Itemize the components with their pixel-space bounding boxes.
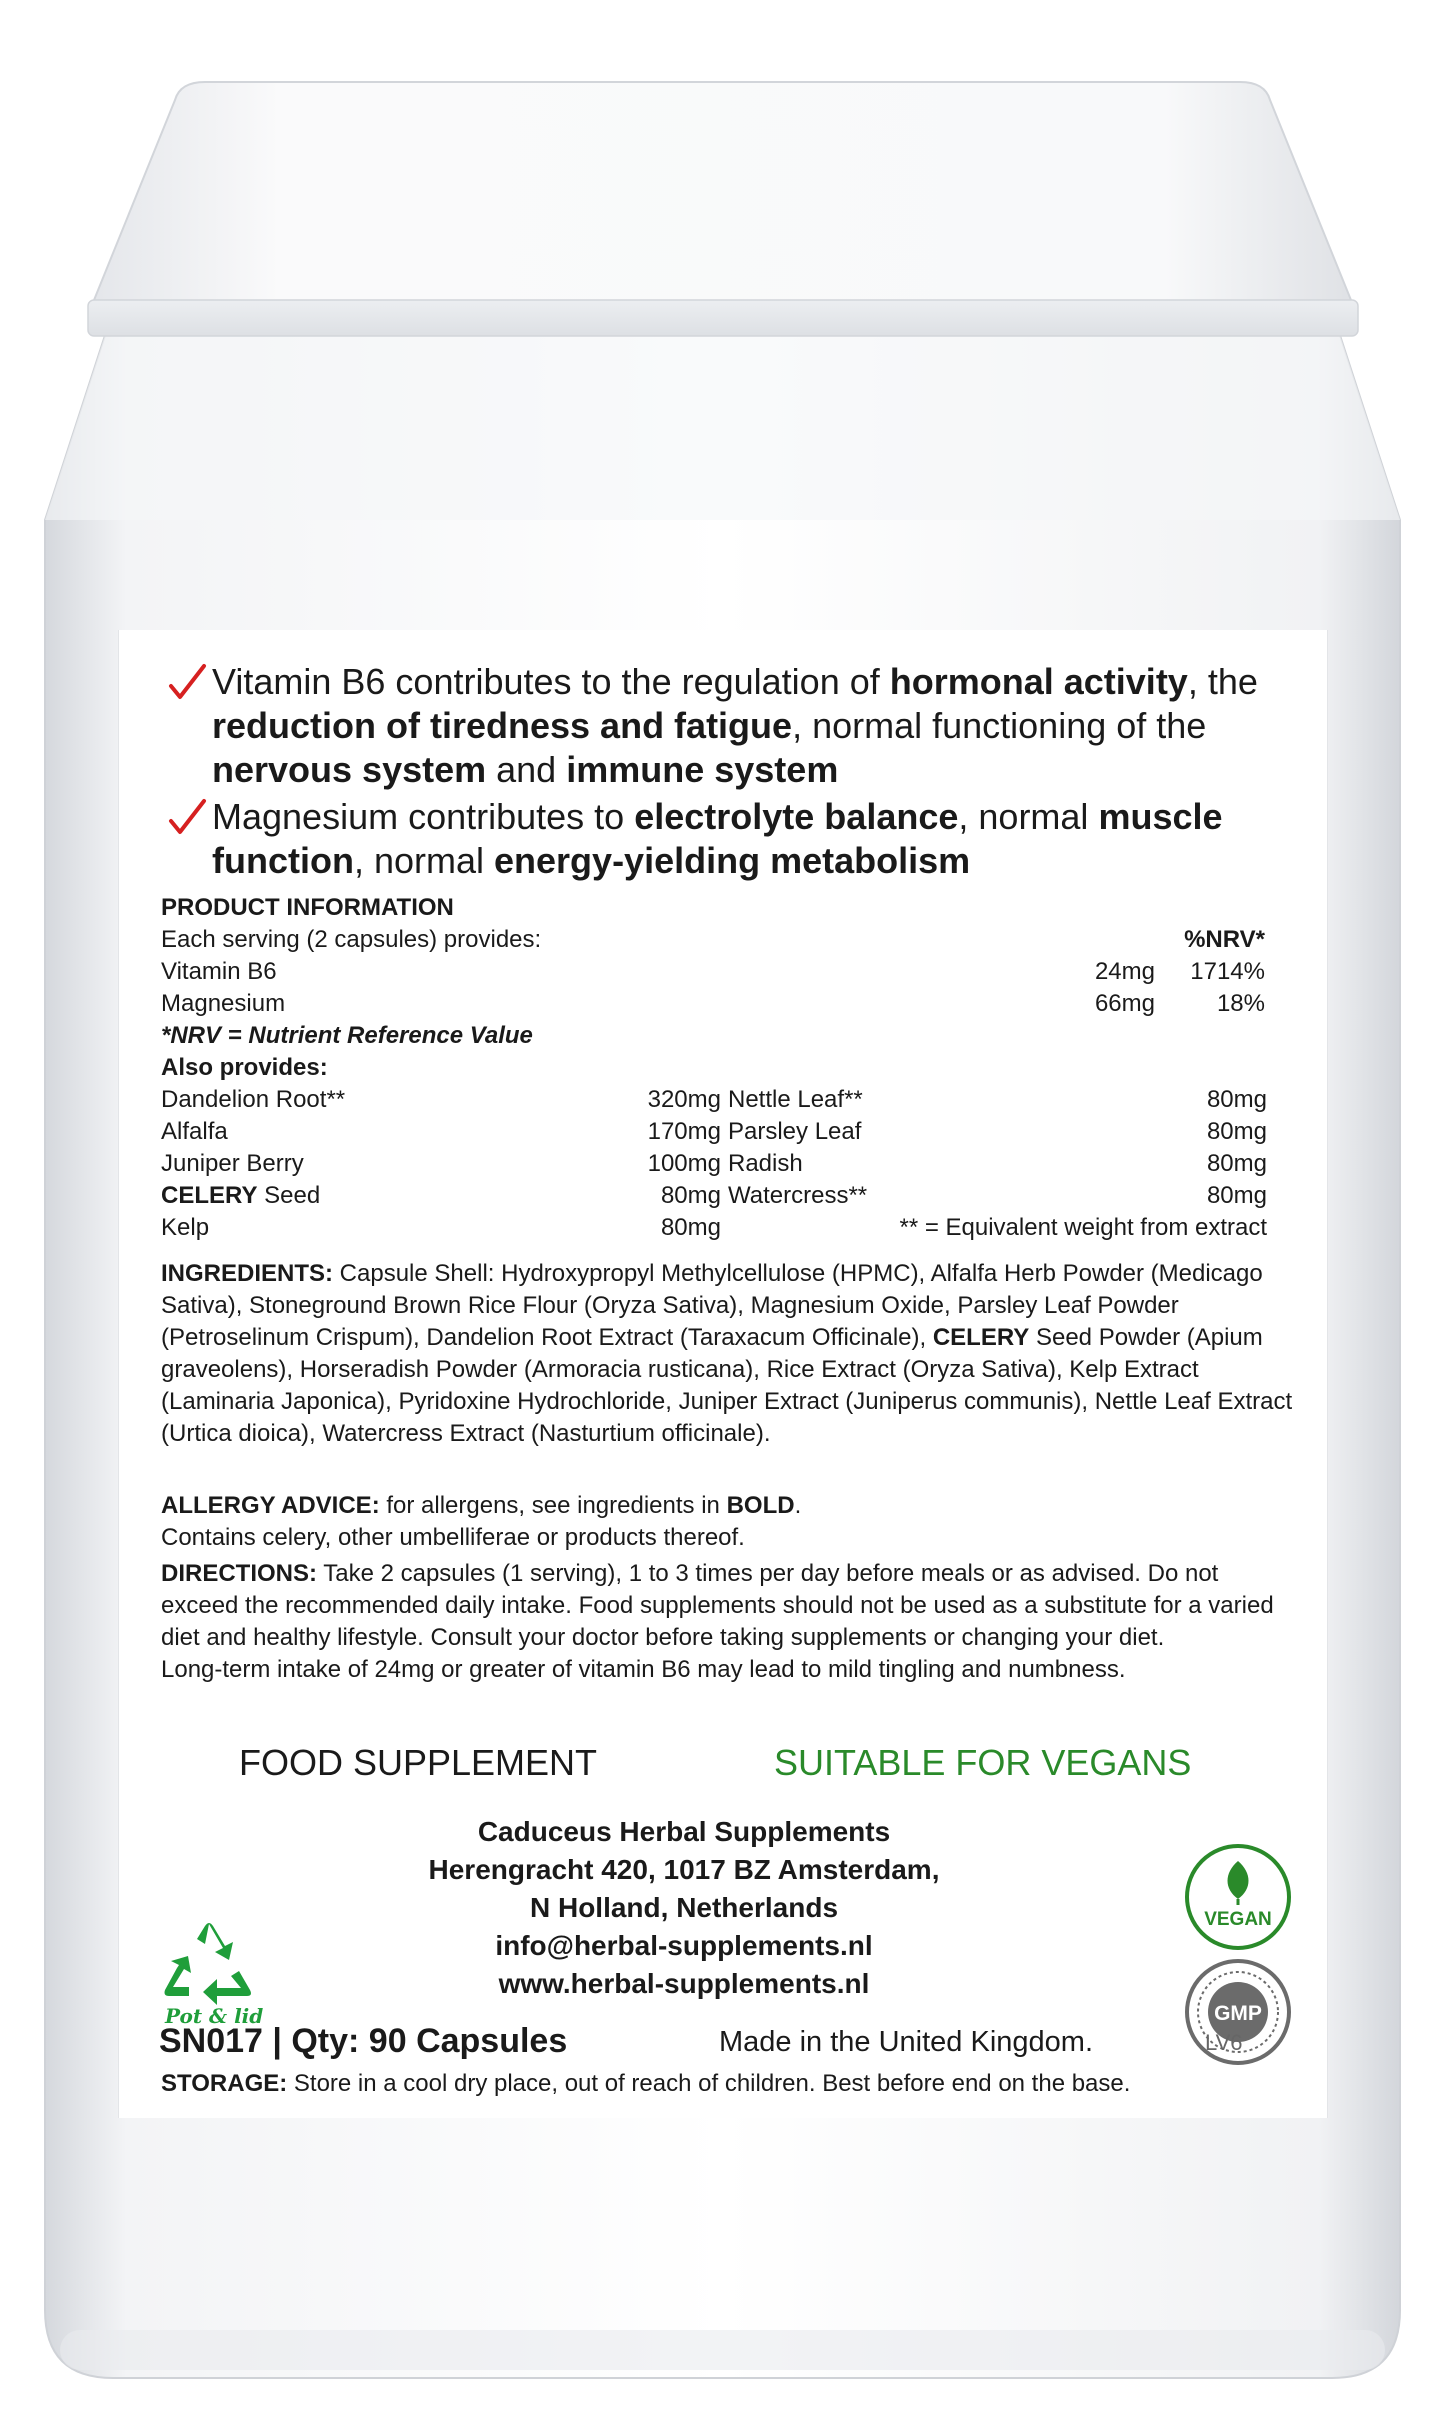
company-website: www.herbal-supplements.nl (498, 1968, 870, 1999)
nrv-note: *NRV = Nutrient Reference Value (161, 1022, 533, 1049)
also-item-amount: 80mg (660, 1214, 721, 1241)
also-item-name: Watercress** (728, 1182, 868, 1209)
b6-warning: Long-term intake of 24mg or greater of vitamin B6 may lead to mild tingling and numbness. (161, 1656, 1126, 1683)
nutrient-name: Vitamin B6 (161, 958, 277, 985)
claim-bold-text: electrolyte balance (634, 796, 959, 837)
serving-text: Each serving (2 capsules) provides: (161, 926, 542, 953)
company-name: Caduceus Herbal Supplements (477, 1816, 891, 1847)
also-item-amount: 80mg (1206, 1118, 1267, 1145)
checkmark-icon (167, 795, 207, 839)
lid-band (88, 300, 1358, 336)
equivalent-weight-note: ** = Equivalent weight from extract (899, 1214, 1267, 1241)
nutrient-amount: 66mg (1094, 990, 1155, 1017)
claim-bold-text: energy-yielding metabolism (494, 840, 971, 881)
also-item-amount: 80mg (1206, 1086, 1267, 1113)
claim-magnesium (167, 795, 1327, 883)
also-item-name: Kelp (161, 1214, 210, 1241)
food-supplement-text: FOOD SUPPLEMENT (239, 1742, 598, 1783)
also-item-amount: 320mg (647, 1086, 721, 1113)
product-label (118, 630, 1328, 2118)
claim-text-run: , the (1187, 661, 1258, 702)
also-item-name: Radish (728, 1150, 803, 1177)
claim-text-run: Magnesium contributes to (212, 796, 635, 837)
storage-text: STORAGE: Store in a cool dry place, out of reach of children. Best before end on the base. (161, 2070, 1131, 2097)
label-version: LV6 (1205, 2030, 1243, 2055)
recycle-icon (159, 1916, 259, 2016)
made-in-text: Made in the United Kingdom. (719, 2026, 1093, 2058)
also-item-name: Parsley Leaf (728, 1118, 862, 1145)
claim-text-run: , normal (353, 840, 495, 881)
claim-text-run: , normal (958, 796, 1099, 837)
nutrient-name: Magnesium (161, 990, 286, 1017)
suitable-for-vegans-text: SUITABLE FOR VEGANS (774, 1742, 1192, 1783)
claim-bold-text: hormonal activity (889, 661, 1188, 702)
directions-block: DIRECTIONS: Take 2 capsules (1 serving), 1 to 3 times per day before meals or as advised. Do not exceed the recommended daily intake. Food supplements should not be used as a substitute for a varied diet and healthy lifestyle. Consult your doctor before taking supplements or changing your diet. Long-term intake of 24mg or greater of vitamin B6 may lead to mild tingling and numbness. (161, 1560, 1274, 1683)
vegan-badge-icon (1184, 1843, 1292, 1951)
product-info-heading: PRODUCT INFORMATION (161, 894, 454, 921)
also-item-amount: 80mg (660, 1182, 721, 1209)
also-item-amount: 100mg (647, 1150, 721, 1177)
vegan-badge-text: VEGAN (1204, 1909, 1272, 1930)
also-item-name: Juniper Berry (161, 1150, 304, 1177)
nutrient-nrv: 18% (1216, 990, 1265, 1017)
also-item-name: Dandelion Root** (161, 1086, 346, 1113)
nutrient-amount: 24mg (1094, 958, 1155, 985)
claim-text-run: , normal functioning of the (792, 705, 1207, 746)
claim-vitamin-b6 (167, 660, 1327, 792)
also-provides-heading: Also provides: (161, 1054, 328, 1081)
recycle-caption: Pot & lid (165, 2004, 264, 2028)
also-item-name: Alfalfa (161, 1118, 228, 1145)
claim-text-run: and (486, 749, 567, 790)
claim-text-run: Vitamin B6 contributes to the regulation of (212, 661, 890, 702)
claim-bold-text: immune system (566, 749, 839, 790)
sku-quantity: SN017 | Qty: 90 Capsules (159, 2022, 568, 2060)
company-email: info@herbal-supplements.nl (495, 1930, 873, 1961)
claim-bold-text: muscle function (212, 796, 1223, 881)
bottle-lid (90, 82, 1355, 310)
also-item-name: Nettle Leaf** (728, 1086, 863, 1113)
gmp-badge-text: GMP (1214, 2002, 1262, 2025)
also-item-amount: 80mg (1206, 1150, 1267, 1177)
ingredients-block: INGREDIENTS: Capsule Shell: Hydroxypropyl Methylcellulose (HPMC), Alfalfa Herb Powder (Medicago Sativa), Stoneground Brown Rice Flour (Oryza Sativa), Magnesium Oxide, Parsley Leaf Powder (Petroselinum Crispum), Dandelion Root Extract (Taraxacum Officinale), CELERY Seed Powder (Apium graveolens), Horseradish Powder (Armoracia rusticana), Rice Extract (Oryza Sativa), Kelp Extract (Laminaria Japonica), Pyridoxine Hydrochloride, Juniper Extract (Juniperus communis), Nettle Leaf Extract (Urtica dioica), Watercress Extract (Nasturtium officinale). (161, 1260, 1293, 1447)
claim-text (212, 795, 1327, 883)
also-item-amount: 80mg (1206, 1182, 1267, 1209)
claim-bold-text: nervous system (212, 749, 487, 790)
allergy-block: ALLERGY ADVICE: for allergens, see ingredients in BOLD. Contains celery, other umbelliferae or products thereof. (161, 1492, 802, 1551)
nrv-header: %NRV* (1184, 926, 1265, 953)
checkmark-icon (167, 660, 207, 704)
also-item-name: CELERY Seed (161, 1182, 321, 1209)
also-item-amount: 170mg (647, 1118, 721, 1145)
claim-text (212, 660, 1327, 792)
nutrient-nrv: 1714% (1190, 958, 1265, 985)
claim-bold-text: reduction of tiredness and fatigue (212, 705, 793, 746)
company-address: Caduceus Herbal Supplements Herengracht 420, 1017 BZ Amsterdam, N Holland, Netherlands info@herbal-supplements.nl www.herbal-supplements.nl (364, 1813, 1004, 2003)
